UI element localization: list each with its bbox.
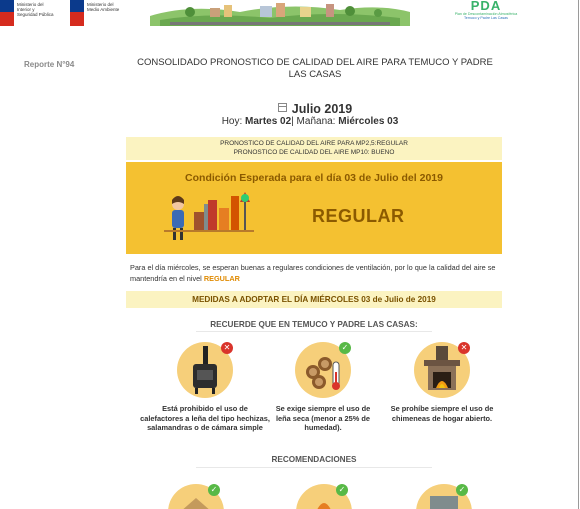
section-divider [196,467,432,468]
page-border [578,0,579,509]
calendar-icon [278,103,287,112]
forecast-mp10: PRONOSTICO DE CALIDAD DEL AIRE MP10: BUENO [233,149,395,156]
woman-city-illustration [164,188,254,246]
allowed-icon: ✓ [456,484,468,496]
allowed-icon: ✓ [339,342,351,354]
report-month [0,102,580,116]
description-text: Para el día miércoles, se esperan buenas a regulares condiciones de ventilación, por lo que la calidad del aire se mantendría en el nivel [130,263,496,283]
recommendations-heading: RECOMENDACIONES [271,455,357,464]
city-landscape-illustration [150,0,410,26]
header-banner [0,0,580,30]
page-title: CONSOLIDADO PRONOSTICO DE CALIDAD DEL AIRE PARA TEMUCO Y PADRE LAS CASAS [137,57,493,80]
expected-condition-panel [126,162,502,254]
forecast-summary [126,137,502,160]
measure-caption: Se exige siempre el uso de leña seca (menor a 25% de humedad). [275,404,371,432]
section-divider [196,331,432,332]
date-line [0,116,580,127]
recommendation-item [296,484,352,509]
condition-title: Condición Esperada para el día 03 de Julio del 2019 [185,172,443,184]
chimney-cleaning-icon [416,484,472,509]
tomorrow-value: Miércoles 03 [338,116,399,127]
dry-firewood-icon [295,342,351,398]
condition-description [130,263,502,284]
recommendation-item [416,484,472,509]
measure-caption: Está prohibido el uso de calefactores a leña del tipo hechizas, salamandras o de cámara simple [140,404,270,432]
remember-heading: RECUERDE QUE EN TEMUCO Y PADRE LAS CASAS: [210,320,418,329]
open-fireplace-icon [414,342,470,398]
condition-level: REGULAR [312,206,405,226]
recommendation-item [168,484,224,509]
gov-logo-line: Ministerio del [17,2,44,7]
wood-stove-icon [177,342,233,398]
pda-logo-mark: PDA [470,0,502,13]
measure-item [140,342,270,433]
measure-item [268,342,378,433]
prohibited-icon: ✕ [458,342,470,354]
tomorrow-label: | Mañana: [291,116,336,127]
description-level: REGULAR [203,273,240,283]
forecast-mp25: PRONOSTICO DE CALIDAD DEL AIRE PARA MP2,5:REGULAR [220,140,408,147]
gov-logo-line: Interior y [17,7,35,12]
allowed-icon: ✓ [336,484,348,496]
pda-logo [446,0,526,28]
today-label: Hoy: [221,116,243,127]
firewood-bundle-icon [168,484,224,509]
env-logo-line: Ministerio del [87,2,114,7]
env-logo-line: Medio Ambiente [87,7,120,12]
measure-caption: Se prohíbe siempre el uso de chimeneas de hogar abierto. [390,404,494,423]
allowed-icon: ✓ [208,484,220,496]
government-logo [0,0,148,26]
prohibited-icon: ✕ [221,342,233,354]
pda-logo-city: Temuco y Padre Las Casas [464,16,508,20]
measures-header: MEDIDAS A ADOPTAR EL DÍA MIÉRCOLES 03 de Julio de 2019 [126,291,502,308]
month-label: Julio 2019 [291,102,353,116]
report-number: Reporte N°94 [24,60,75,69]
measure-item [390,342,494,423]
today-value: Martes 02 [245,116,292,127]
gov-logo-line: Seguridad Pública [17,12,54,17]
pda-logo-subtitle: Plan de Descontaminación Atmosférica [454,12,518,16]
stove-fire-icon [296,484,352,509]
